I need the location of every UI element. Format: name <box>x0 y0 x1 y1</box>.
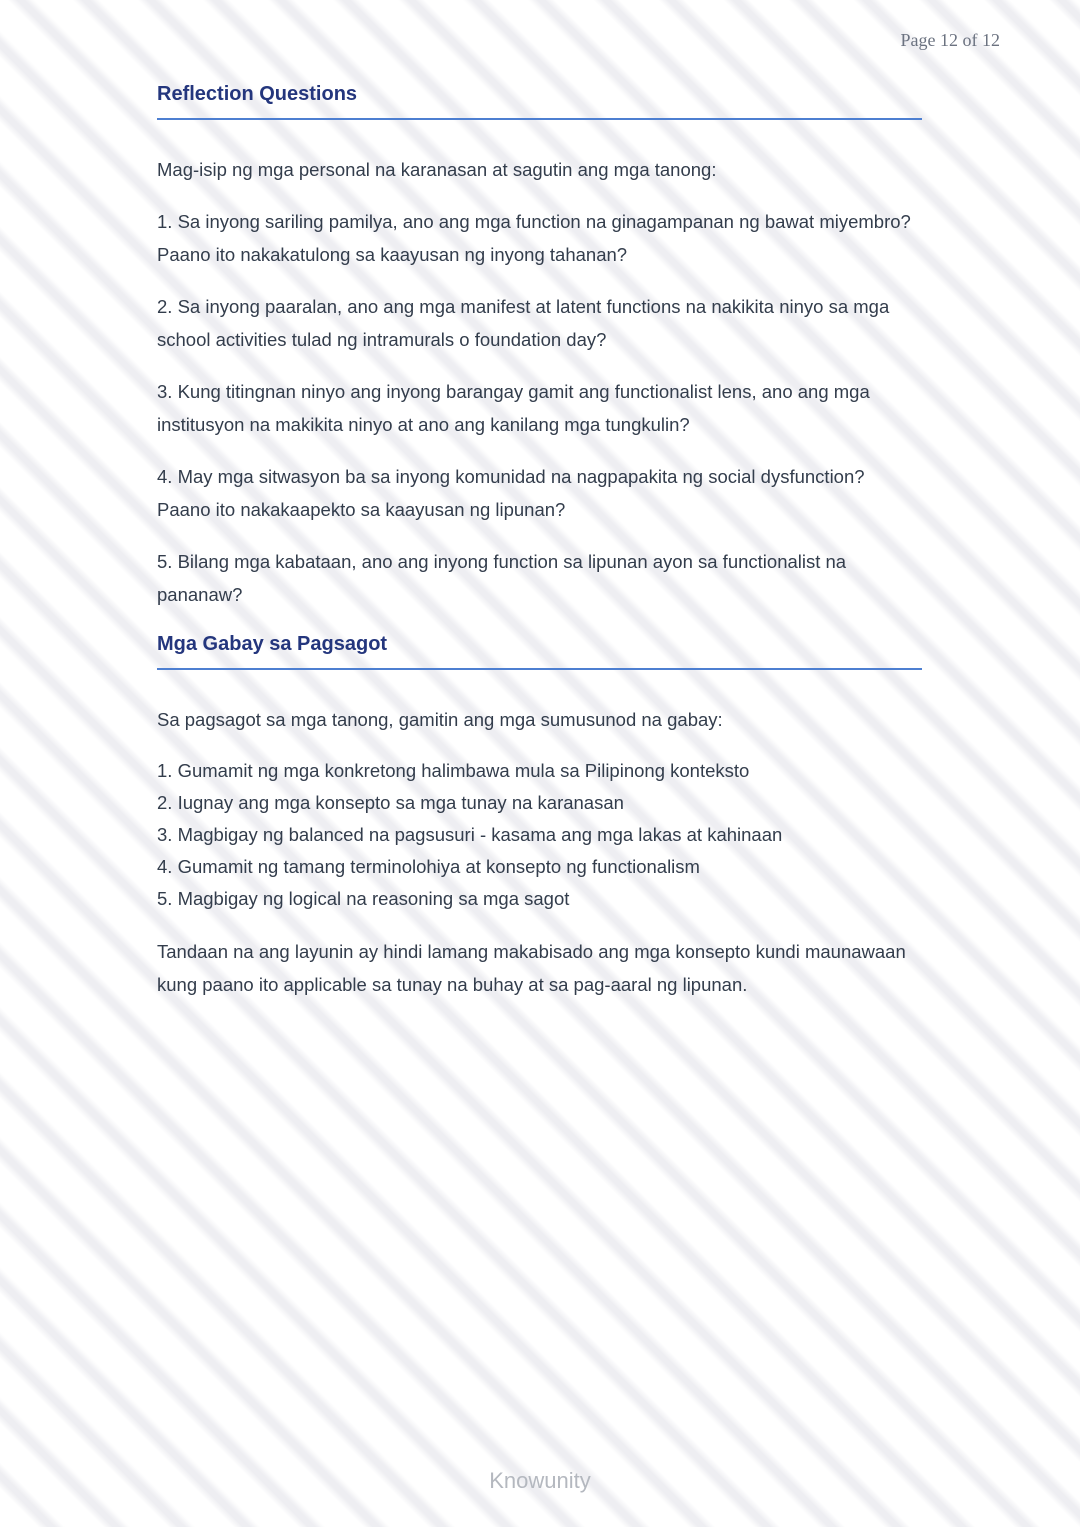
section-reflection-questions <box>157 83 922 611</box>
closing-paragraph: Tandaan na ang layunin ay hindi lamang makabisado ang mga konsepto kundi maunawaan kung paano ito applicable sa tunay na buhay at sa pag-aaral ng lipunan. <box>157 941 906 995</box>
guide-item-1: 1. Gumamit ng mga konkretong halimbawa mula sa Pilipinong konteksto <box>157 760 750 781</box>
guide-list <box>157 755 922 915</box>
brand-footer: Knowunity <box>489 1468 591 1493</box>
reflection-question-4: 4. May mga sitwasyon ba sa inyong komunidad na nagpapakita ng social dysfunction? Paano ito nakakaapekto sa kaayusan ng lipunan? <box>157 466 865 520</box>
section-mga-gabay-sa-pagsagot <box>157 633 922 1001</box>
page-number: Page 12 of 12 <box>900 30 1000 50</box>
section-heading-mga-gabay: Mga Gabay sa Pagsagot <box>157 633 922 670</box>
reflection-question-3: 3. Kung titingnan ninyo ang inyong barangay gamit ang functionalist lens, ano ang mga institusyon na makikita ninyo at ano ang kanilang mga tungkulin? <box>157 381 870 435</box>
guide-item-3: 3. Magbigay ng balanced na pagsusuri - kasama ang mga lakas at kahinaan <box>157 824 783 845</box>
reflection-question-2: 2. Sa inyong paaralan, ano ang mga manifest at latent functions na nakikita ninyo sa mga school activities tulad ng intramurals o foundation day? <box>157 296 890 350</box>
section-heading-reflection-questions: Reflection Questions <box>157 83 922 120</box>
reflection-question-5: 5. Bilang mga kabataan, ano ang inyong function sa lipunan ayon sa functionalist na pananaw? <box>157 551 847 605</box>
reflection-question-1: 1. Sa inyong sariling pamilya, ano ang mga function na ginagampanan ng bawat miyembro? Paano ito nakakatulong sa kaayusan ng inyong tahanan? <box>157 211 911 265</box>
document-content <box>157 0 922 1001</box>
guide-item-5: 5. Magbigay ng logical na reasoning sa mga sagot <box>157 888 570 909</box>
reflection-intro: Mag-isip ng mga personal na karanasan at sagutin ang mga tanong: <box>157 159 717 180</box>
guide-item-4: 4. Gumamit ng tamang terminolohiya at konsepto ng functionalism <box>157 856 700 877</box>
gabay-intro: Sa pagsagot sa mga tanong, gamitin ang mga sumusunod na gabay: <box>157 709 723 730</box>
guide-item-2: 2. Iugnay ang mga konsepto sa mga tunay na karanasan <box>157 792 624 813</box>
